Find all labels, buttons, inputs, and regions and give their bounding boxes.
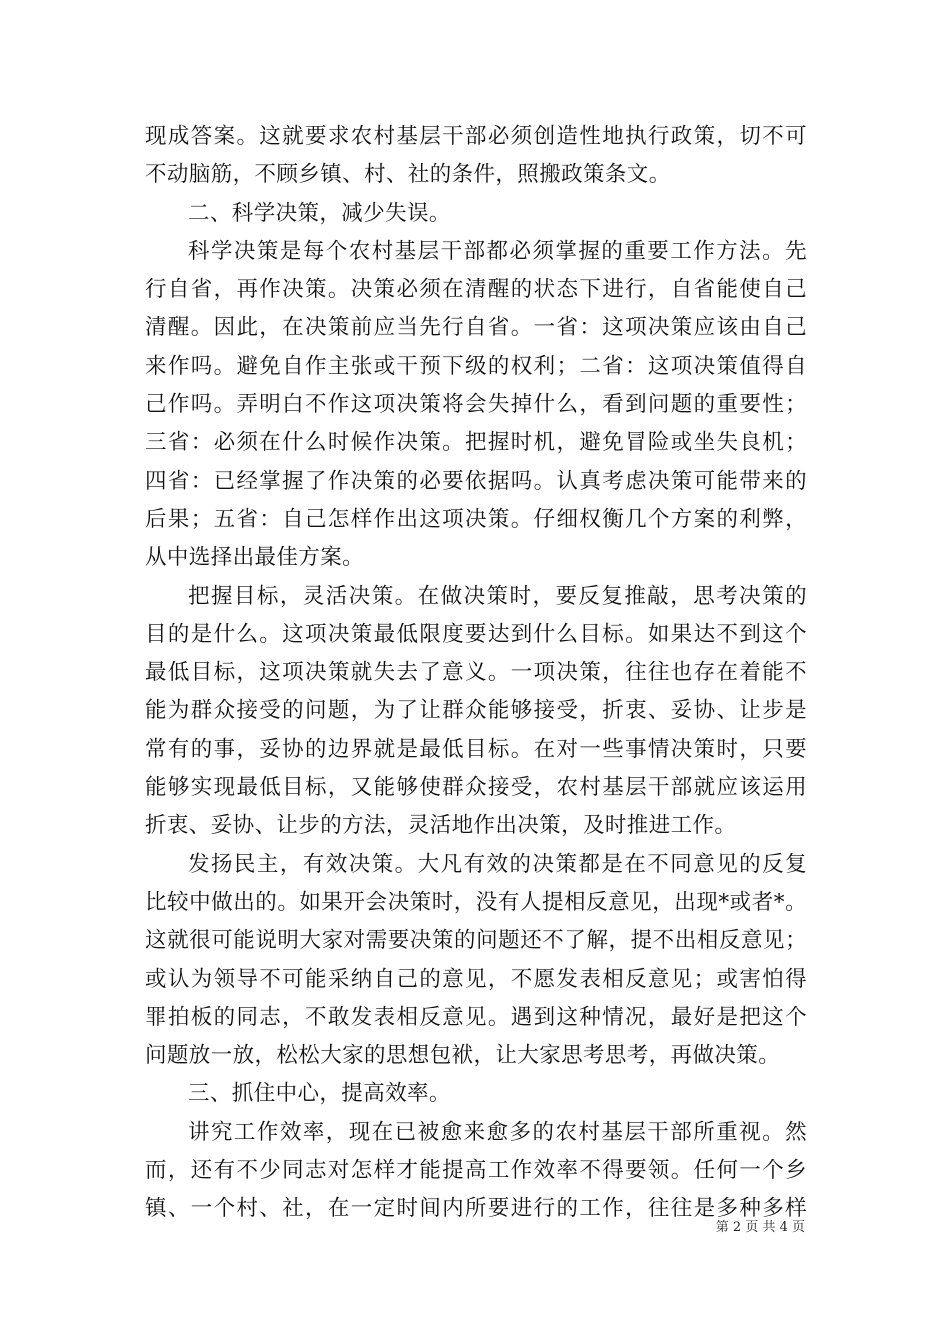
text-line: 折衷、妥协、让步的方法，灵活地作出决策，及时推进工作。 xyxy=(145,813,737,839)
text-line: 后果；五省：自己怎样作出这项决策。仔细权衡几个方案的利弊， xyxy=(145,506,807,532)
text-line: 比较中做出的。如果开会决策时，没有人提相反意见，出现*或者*。 xyxy=(145,889,807,915)
text-line: 把握目标，灵活决策。在做决策时，要反复推敲，思考决策的 xyxy=(188,583,807,609)
section-heading: 三、抓住中心，提高效率。 xyxy=(188,1081,451,1107)
text-line: 问题放一放，松松大家的思想包袱，让大家思考思考，再做决策。 xyxy=(145,1043,781,1069)
text-line: 能为群众接受的问题，为了让群众能够接受，折衷、妥协、让步是 xyxy=(145,698,807,724)
text-line: 不动脑筋，不顾乡镇、村、社的条件，照搬政策条文。 xyxy=(145,162,671,188)
text-line: 科学决策是每个农村基层干部都必须掌握的重要工作方法。先 xyxy=(188,238,807,264)
text-line: 常有的事，妥协的边界就是最低目标。在对一些事情决策时，只要 xyxy=(145,736,807,762)
text-line: 或认为领导不可能采纳自己的意见，不愿发表相反意见；或害怕得 xyxy=(145,966,807,992)
section-heading: 二、科学决策，减少失误。 xyxy=(188,200,451,226)
text-line: 来作吗。避免自作主张或干预下级的权利；二省：这项决策值得自 xyxy=(145,353,807,379)
text-line: 镇、一个村、社，在一定时间内所要进行的工作，往往是多种多样 xyxy=(145,1196,807,1222)
text-line: 清醒。因此，在决策前应当先行自省。一省：这项决策应该由自己 xyxy=(145,315,807,341)
text-line: 罪拍板的同志，不敢发表相反意见。遇到这种情况，最好是把这个 xyxy=(145,1004,807,1030)
text-line: 现成答案。这就要求农村基层干部必须创造性地执行政策，切不可 xyxy=(145,124,807,149)
text-line: 己作吗。弄明白不作这项决策将会失掉什么，看到问题的重要性； xyxy=(145,392,807,418)
text-line: 讲究工作效率，现在已被愈来愈多的农村基层干部所重视。然 xyxy=(188,1119,807,1145)
text-line: 从中选择出最佳方案。 xyxy=(145,545,365,571)
text-line: 这就很可能说明大家对需要决策的问题还不了解，提不出相反意见； xyxy=(145,928,807,954)
text-line: 目的是什么。这项决策最低限度要达到什么目标。如果达不到这个 xyxy=(145,621,807,647)
text-line: 最低目标，这项决策就失去了意义。一项决策，往往也存在着能不 xyxy=(145,660,807,686)
text-line: 而，还有不少同志对怎样才能提高工作效率不得要领。任何一个乡 xyxy=(145,1158,807,1184)
page-number: 第 2 页 共 4 页 xyxy=(715,1220,805,1235)
text-line: 三省：必须在什么时候作决策。把握时机，避免冒险或坐失良机； xyxy=(145,430,807,456)
text-line: 四省：已经掌握了作决策的必要依据吗。认真考虑决策可能带来的 xyxy=(145,468,807,494)
text-line: 行自省，再作决策。决策必须在清醒的状态下进行，自省能使自己 xyxy=(145,277,807,303)
text-line: 发扬民主，有效决策。大凡有效的决策都是在不同意见的反复 xyxy=(188,851,807,877)
text-line: 能够实现最低目标，又能够使群众接受，农村基层干部就应该运用 xyxy=(145,775,807,801)
body-text xyxy=(145,118,807,1229)
